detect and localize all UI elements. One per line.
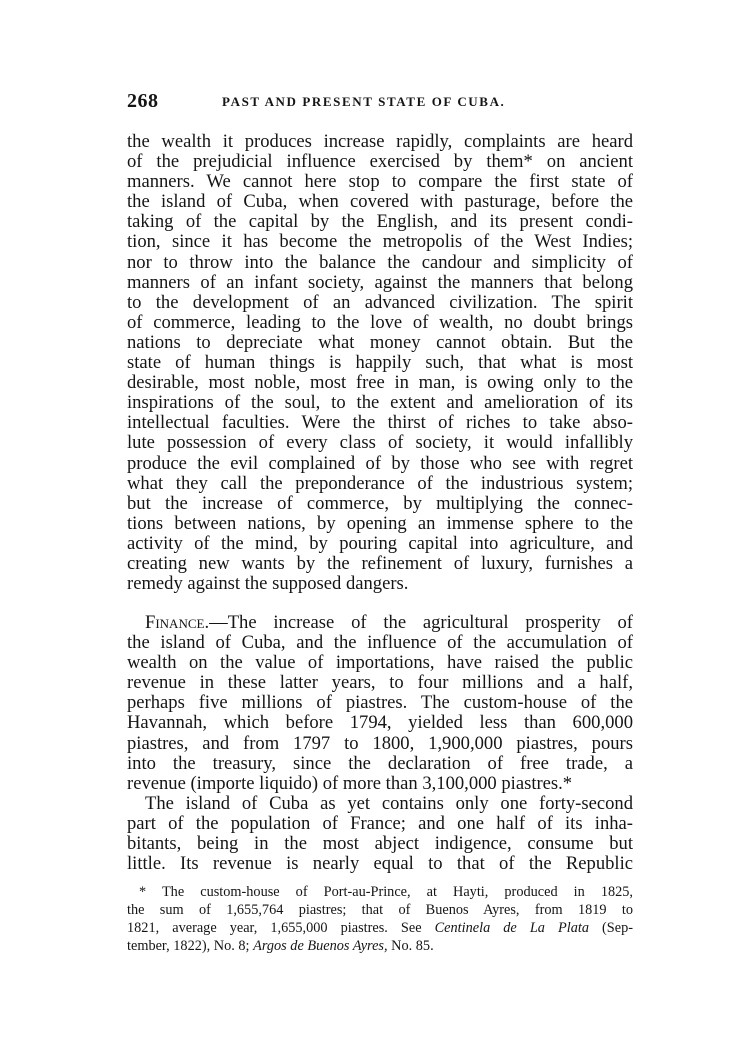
text-line: produce the evil complained of by those who see with regret <box>127 452 633 474</box>
text-run: (Sep- <box>588 920 633 936</box>
text-line: tions between nations, by opening an immense sphere to the <box>127 512 633 534</box>
text-run: No. 85. <box>387 938 434 954</box>
text-line: nations to depreciate what money cannot obtain. But the <box>127 331 633 353</box>
page-header <box>127 90 630 114</box>
text-line: activity of the mind, by pouring capital into agriculture, and <box>127 532 633 554</box>
text-line: state of human things is happily such, that what is most <box>127 352 633 374</box>
text-line: into the treasury, since the declaration of free trade, a <box>127 752 633 774</box>
text-line: little. Its revenue is nearly equal to that of the Republic <box>127 853 633 875</box>
text-line: the island of Cuba, and the influence of the accumulation of <box>127 632 633 654</box>
italic-title: Argos de Buenos Ayres, <box>253 938 388 954</box>
text-line: the wealth it produces increase rapidly, complaints are heard <box>127 131 633 152</box>
paragraph-finance <box>127 613 633 794</box>
text-line: Havannah, which before 1794, yielded less than 600,000 <box>127 712 633 734</box>
running-title: PAST AND PRESENT STATE OF CUBA. <box>222 94 506 109</box>
text-line: taking of the capital by the English, and its present condi- <box>127 211 633 233</box>
text-line: revenue (importe liquido) of more than 3,100,000 piastres.* <box>127 772 573 794</box>
paragraph-population <box>127 794 633 874</box>
footnote-line <box>127 937 633 955</box>
text-line: wealth on the value of importations, have raised the public <box>127 652 633 674</box>
footnote-line: the sum of 1,655,764 piastres; that of Buenos Ayres, from 1819 to <box>127 902 633 918</box>
text-line: inspirations of the soul, to the extent and amelioration of its <box>127 392 633 414</box>
text-line: The island of Cuba as yet contains only one forty-second <box>145 793 633 814</box>
text-run: —The increase of the agricultural prosperity of <box>209 612 633 633</box>
text-line: manners of an infant society, against the manners that belong <box>127 271 633 293</box>
text-run: tember, 1822), No. 8; <box>127 938 254 954</box>
text-line: of commerce, leading to the love of wealth, no doubt brings <box>127 311 633 333</box>
text-line: desirable, most noble, most free in man, is owing only to the <box>127 372 633 394</box>
text-line: but the increase of commerce, by multiplying the connec- <box>127 492 633 514</box>
text-line: creating new wants by the refinement of luxury, furnishes a <box>127 552 633 574</box>
text-run: 1821, average year, 1,655,000 piastres. See <box>127 920 435 936</box>
footnote <box>127 883 633 955</box>
page-number: 268 <box>127 90 159 112</box>
footnote-line <box>127 919 633 937</box>
text-line: nor to throw into the balance the candour and simplicity of <box>127 251 633 273</box>
text-line: part of the population of France; and one half of its inha- <box>127 813 633 835</box>
text-line: lute possession of every class of society, it would infallibly <box>127 432 633 454</box>
text-line: intellectual faculties. Were the thirst of riches to take abso- <box>127 412 633 434</box>
paragraph-commerce <box>127 132 633 594</box>
text-line: what they call the preponderance of the industrious system; <box>127 472 633 494</box>
text-line: revenue in these latter years, to four millions and a half, <box>127 672 633 694</box>
text-line: tion, since it has become the metropolis of the West Indies; <box>127 231 633 253</box>
section-heading: Finance. <box>145 612 210 633</box>
text-line: of the prejudicial influence exercised by them* on ancient <box>127 151 633 173</box>
text-line: the island of Cuba, when covered with pasturage, before the <box>127 191 633 213</box>
text-line: manners. We cannot here stop to compare the first state of <box>127 171 633 193</box>
text-line: bitants, being in the most abject indigence, consume but <box>127 833 633 855</box>
text-line: piastres, and from 1797 to 1800, 1,900,000 piastres, pours <box>127 732 633 754</box>
footnote-line: * The custom-house of Port-au-Prince, at Hayti, produced in 1825, <box>139 884 633 900</box>
text-line: remedy against the supposed dangers. <box>127 573 409 595</box>
italic-title: Centinela de La Plata <box>434 920 589 936</box>
text-line: to the development of an advanced civilization. The spirit <box>127 291 633 313</box>
text-line: perhaps five millions of piastres. The custom-house of the <box>127 692 633 714</box>
text-line <box>127 613 633 633</box>
